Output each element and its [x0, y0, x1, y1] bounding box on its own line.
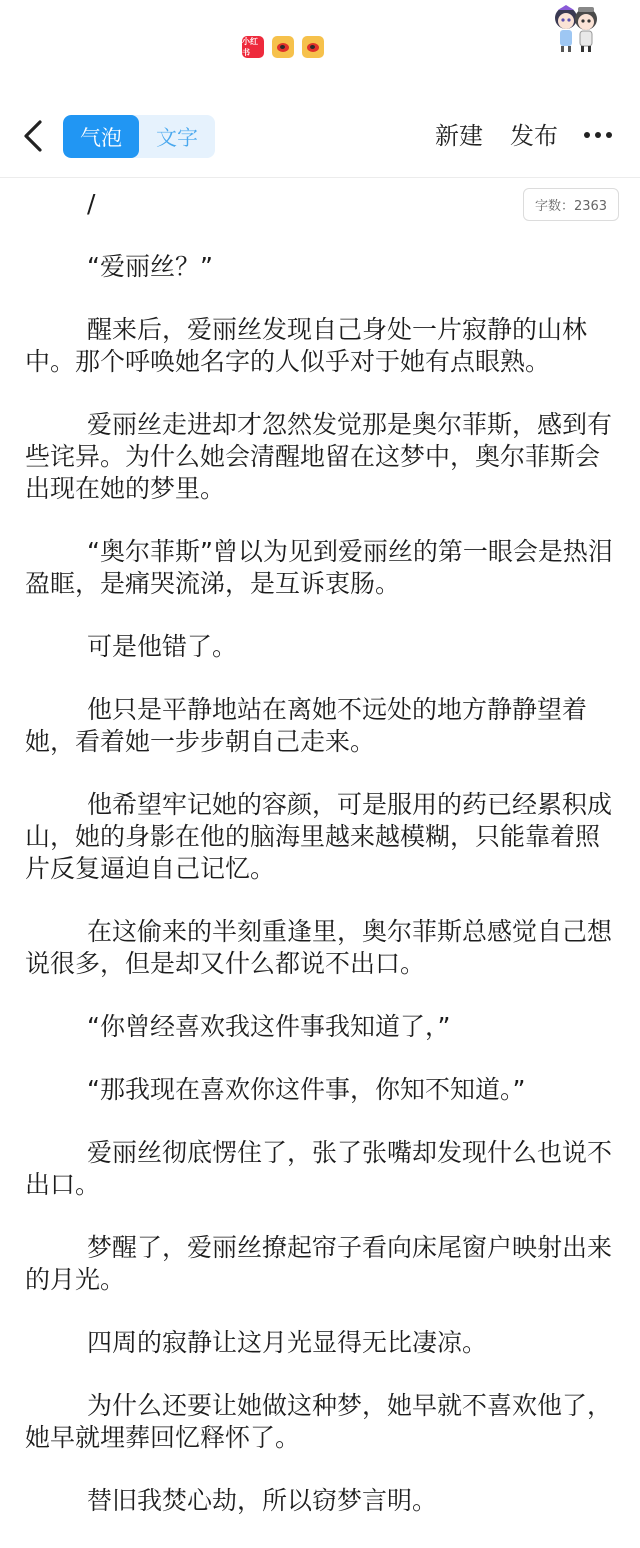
back-arrow-icon[interactable] — [18, 116, 48, 156]
mode-toggle — [63, 115, 215, 158]
paragraph: 醒来后，爱丽丝发现自己身处一片寂静的山林中。那个呼唤她名字的人似乎对于她有点眼熟。 — [25, 315, 588, 376]
xiaohongshu-icon — [242, 36, 264, 58]
notification-icons — [242, 36, 324, 58]
paragraph: 爱丽丝彻底愣住了，张了张嘴却发现什么也说不出口。 — [25, 1138, 613, 1199]
paragraph: 为什么还要让她做这种梦，她早就不喜欢他了，她早就埋葬回忆释怀了。 — [25, 1391, 613, 1452]
mascot-sticker-icon — [550, 2, 602, 54]
mode-text-tab[interactable]: 文字 — [156, 125, 198, 150]
paragraph: “爱丽丝？” — [87, 252, 213, 281]
paragraph: 可是他错了。 — [87, 632, 238, 661]
paragraph: 爱丽丝走进却才忽然发觉那是奥尔菲斯，感到有些诧异。为什么她会清醒地留在这梦中，奥尔菲斯会出现在她的梦里。 — [25, 410, 613, 503]
weibo-icon — [302, 36, 324, 58]
word-count-badge: 字数：2363 — [523, 188, 619, 221]
paragraph: 他希望牢记她的容颜，可是服用的药已经累积成山，她的身影在他的脑海里越来越模糊，只能靠着照片反复逼迫自己记忆。 — [25, 790, 613, 883]
editor-toolbar — [0, 96, 640, 178]
article-body[interactable] — [25, 188, 620, 1548]
paragraph: “奥尔菲斯”曾以为见到爱丽丝的第一眼会是热泪盈眶，是痛哭流涕，是互诉衷肠。 — [25, 537, 613, 598]
paragraph: 替旧我焚心劫，所以窃梦言明。 — [87, 1486, 438, 1515]
paragraph: 他只是平静地站在离她不远处的地方静静望着她，看着她一步步朝自己走来。 — [25, 695, 588, 756]
paragraph: 梦醒了，爱丽丝撩起帘子看向床尾窗户映射出来的月光。 — [25, 1233, 613, 1294]
xiaohongshu-icon-label: 小红书 — [242, 37, 258, 57]
paragraph: / — [87, 189, 96, 218]
status-bar — [0, 0, 640, 80]
new-button[interactable]: 新建 — [435, 122, 483, 150]
paragraph: “你曾经喜欢我这件事我知道了，” — [87, 1012, 451, 1041]
publish-button[interactable]: 发布 — [510, 122, 558, 150]
paragraph: “那我现在喜欢你这件事，你知不知道。” — [87, 1075, 526, 1104]
mode-bubble-tab[interactable]: 气泡 — [63, 115, 139, 158]
paragraph: 在这偷来的半刻重逢里，奥尔菲斯总感觉自己想说很多，但是却又什么都说不出口。 — [25, 917, 613, 978]
weibo-icon — [272, 36, 294, 58]
paragraph: 四周的寂静让这月光显得无比凄凉。 — [87, 1328, 488, 1357]
more-options-icon[interactable] — [584, 132, 612, 138]
